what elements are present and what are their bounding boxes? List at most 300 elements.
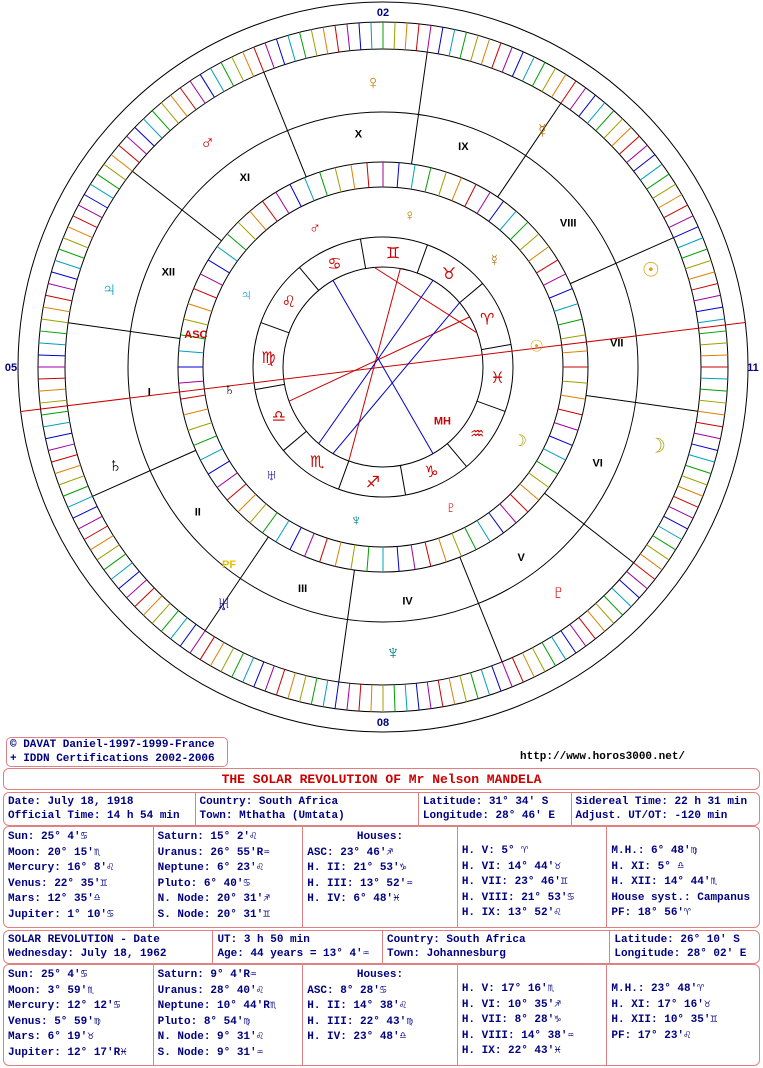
- revolution-house-6: H. VI: 10° 35'♐: [461, 998, 561, 1011]
- degree-tick: [587, 103, 604, 124]
- degree-tick: [694, 433, 720, 439]
- degree-tick: [532, 62, 545, 86]
- revolution-house-5: H. V: 17° 16'♏: [461, 983, 555, 995]
- house-numeral: III: [298, 582, 308, 595]
- degree-tick: [38, 355, 65, 356]
- degree-tick: [371, 22, 372, 49]
- natal-header-row: [3, 792, 760, 826]
- degree-tick: [492, 666, 501, 691]
- year-tick: [184, 319, 208, 325]
- natal-houses-heading: Houses:: [356, 831, 404, 843]
- house-numeral: IX: [458, 141, 469, 154]
- natal-house-9: H. IX: 13° 52'♌: [461, 907, 561, 919]
- degree-tick: [647, 174, 669, 189]
- natal-country: Country: South Africa: [199, 796, 339, 808]
- planet-glyph-outer: ♇: [550, 581, 566, 604]
- year-tick: [439, 538, 447, 562]
- degree-tick: [669, 216, 693, 228]
- degree-tick: [232, 653, 244, 677]
- revolution-house-4: H. IV: 23° 48'♎: [307, 1031, 407, 1043]
- revolution-house-8: H. VIII: 14° 38'♒: [461, 1029, 575, 1042]
- degree-tick: [460, 32, 467, 58]
- degree-tick: [161, 611, 178, 632]
- revolution-south-node: S. Node: 9° 31'♒: [157, 1046, 264, 1059]
- year-tick: [397, 163, 399, 188]
- revolution-neptune: Neptune: 10° 44'R♏: [157, 1000, 277, 1012]
- degree-tick: [39, 343, 66, 345]
- degree-tick: [143, 119, 162, 138]
- degree-tick: [682, 249, 707, 258]
- natal-house-2: H. II: 21° 53'♑: [307, 862, 407, 874]
- degree-tick: [135, 127, 154, 146]
- year-tick: [529, 247, 549, 262]
- year-tick: [290, 184, 301, 206]
- planet-glyph: ♆: [350, 512, 363, 530]
- degree-tick: [471, 35, 478, 61]
- planet-glyph: ☽: [512, 432, 528, 450]
- degree-tick: [323, 680, 328, 707]
- revolution-house-12: H. XII: 10° 35'♊: [611, 1014, 718, 1026]
- year-tick: [227, 234, 246, 250]
- degree-tick: [698, 319, 725, 323]
- revolution-latitude: Latitude: 26° 10' S: [614, 934, 740, 946]
- year-tick: [411, 545, 415, 570]
- year-tick: [452, 178, 462, 201]
- degree-tick: [39, 389, 66, 391]
- degree-tick: [701, 355, 728, 356]
- degree-tick: [522, 653, 534, 677]
- planet-glyph: ☉: [529, 338, 544, 356]
- degree-tick: [119, 571, 140, 588]
- degree-tick: [232, 57, 244, 81]
- degree-tick: [570, 624, 586, 646]
- degree-tick: [512, 658, 523, 683]
- year-tick: [263, 201, 278, 221]
- year-tick: [208, 260, 229, 273]
- degree-tick: [63, 486, 88, 496]
- degree-tick: [335, 682, 339, 709]
- year-tick: [558, 409, 582, 415]
- degree-tick: [90, 536, 113, 550]
- year-tick: [179, 351, 204, 353]
- year-tick: [276, 520, 289, 541]
- year-tick: [549, 436, 572, 446]
- degree-tick: [243, 658, 254, 683]
- degree-tick: [265, 666, 274, 691]
- degree-tick: [692, 444, 718, 451]
- degree-tick: [604, 596, 623, 615]
- planet-glyph-outer: ♀: [365, 72, 381, 95]
- degree-tick: [371, 685, 372, 712]
- degree-tick: [700, 343, 727, 345]
- degree-tick: [596, 603, 614, 623]
- year-tick: [477, 192, 490, 213]
- natal-part-of-fortune: PF: 18° 56'♈: [611, 907, 691, 919]
- zodiac-sign-glyph: ♋: [327, 255, 342, 273]
- year-tick: [188, 423, 212, 431]
- degree-tick: [46, 433, 72, 439]
- planet-glyph: ♀: [403, 207, 416, 225]
- year-tick: [562, 351, 587, 353]
- revolution-house-7: H. VII: 8° 28'♑: [461, 1014, 561, 1026]
- house-cusp-line: [205, 537, 268, 631]
- year-tick: [181, 395, 206, 399]
- copyright-line-1: © DAVAT Daniel-1997-1999-France: [10, 739, 215, 751]
- year-tick: [250, 504, 266, 523]
- degree-tick: [55, 260, 81, 268]
- degree-tick: [552, 74, 566, 97]
- degree-tick: [119, 145, 140, 162]
- house-numeral: XI: [239, 171, 251, 184]
- year-tick: [200, 274, 222, 285]
- planet-glyph-outer: ☉: [641, 259, 660, 282]
- degree-tick: [438, 27, 443, 54]
- degree-tick: [190, 631, 205, 653]
- degree-tick: [73, 506, 97, 518]
- degree-tick: [84, 526, 107, 540]
- degree-tick: [502, 47, 512, 72]
- degree-tick: [288, 35, 295, 61]
- degree-tick: [111, 155, 132, 172]
- degree-tick: [63, 238, 88, 248]
- natal-jupiter: Jupiter: 1° 10'♋: [8, 908, 114, 921]
- degree-tick: [587, 611, 604, 632]
- planet-glyph-outer: ♂: [200, 132, 216, 155]
- revolution-longitude: Longitude: 28° 02' E: [614, 948, 747, 960]
- revolution-house-3: H. III: 22° 43'♍: [307, 1015, 413, 1028]
- planet-glyph: ♇: [444, 499, 457, 517]
- year-tick: [367, 163, 369, 188]
- natal-uranus: Uranus: 26° 55'R♒: [157, 846, 270, 859]
- year-tick: [425, 542, 431, 566]
- degree-tick: [561, 81, 576, 103]
- year-tick: [561, 395, 586, 399]
- zodiac-sign-glyph: ♍: [261, 349, 276, 367]
- year-tick: [554, 423, 578, 431]
- year-tick: [276, 192, 289, 213]
- degree-tick: [55, 465, 81, 473]
- year-tick: [250, 211, 266, 230]
- degree-tick: [427, 25, 431, 52]
- planet-glyph: ♄: [223, 381, 236, 399]
- year-tick: [561, 335, 586, 339]
- degree-tick: [394, 685, 395, 712]
- house-cusp-line: [264, 72, 306, 177]
- revolution-positions-grid: [3, 964, 760, 1066]
- degree-tick: [347, 24, 350, 51]
- revolution-header-row: [3, 930, 760, 964]
- revolution-country: Country: South Africa: [386, 934, 526, 946]
- degree-tick: [542, 68, 556, 91]
- aspect-line: [319, 280, 433, 443]
- year-tick: [194, 289, 217, 299]
- revolution-mh: M.H.: 23° 48'♈: [611, 983, 704, 995]
- axis-label: MH: [433, 415, 452, 428]
- degree-tick: [612, 127, 631, 146]
- revolution-house-11: H. XI: 17° 16'♉: [611, 998, 711, 1011]
- planet-glyph-outer: ♅: [216, 593, 232, 616]
- degree-tick: [97, 545, 119, 560]
- sign-divider: [417, 245, 427, 273]
- degree-tick: [552, 637, 566, 660]
- natal-house-12: H. XII: 14° 44'♏: [611, 876, 718, 888]
- degree-tick: [221, 62, 234, 86]
- degree-tick: [634, 563, 655, 580]
- natal-col-1: [4, 827, 154, 927]
- natal-mercury: Mercury: 16° 8'♌: [8, 862, 114, 874]
- degree-tick: [522, 57, 534, 81]
- degree-tick: [627, 571, 648, 588]
- natal-house-11: H. XI: 5° ♎: [611, 860, 685, 873]
- degree-tick: [481, 39, 489, 65]
- aspect-line: [333, 280, 433, 453]
- sign-divider: [261, 323, 289, 333]
- degree-tick: [640, 164, 662, 180]
- revolution-col-1: [4, 965, 154, 1065]
- natal-official-time: Official Time: 14 h 54 min: [8, 810, 180, 822]
- natal-neptune: Neptune: 6° 23'♌: [157, 862, 264, 874]
- natal-mh: M.H.: 6° 48'♍: [611, 845, 698, 857]
- degree-tick: [698, 411, 725, 415]
- year-tick: [238, 222, 256, 240]
- revolution-sun: Sun: 25° 4'♋: [8, 969, 88, 981]
- degree-tick: [288, 673, 295, 699]
- axis-label: 11: [747, 362, 759, 374]
- year-tick: [188, 304, 212, 312]
- degree-tick: [664, 205, 688, 218]
- sign-divider: [447, 444, 466, 467]
- degree-tick: [570, 88, 586, 110]
- degree-tick: [689, 272, 715, 279]
- planet-glyph-outer: ♆: [385, 641, 401, 664]
- degree-tick: [78, 205, 102, 218]
- degree-tick: [254, 47, 264, 72]
- natal-house-8: H. VIII: 21° 53'♋: [461, 891, 575, 904]
- year-tick: [536, 461, 557, 474]
- degree-tick: [111, 563, 132, 580]
- year-tick: [351, 165, 355, 190]
- axis-label: PF: [222, 559, 237, 572]
- degree-tick: [152, 111, 170, 131]
- degree-tick: [161, 103, 178, 124]
- degree-tick: [59, 476, 84, 485]
- degree-tick: [40, 331, 67, 334]
- year-tick: [320, 172, 328, 196]
- degree-tick: [190, 81, 205, 103]
- degree-tick: [689, 455, 715, 462]
- year-tick: [305, 178, 315, 201]
- degree-tick: [171, 618, 188, 639]
- axis-label: 02: [376, 7, 390, 19]
- degree-tick: [43, 422, 70, 427]
- degree-tick: [48, 284, 74, 291]
- natal-pluto: Pluto: 6° 40'♋: [157, 877, 251, 890]
- house-numeral: VII: [609, 337, 624, 350]
- degree-tick: [449, 678, 455, 704]
- degree-tick: [90, 184, 113, 198]
- degree-tick: [143, 596, 162, 615]
- degree-tick: [276, 39, 284, 65]
- planet-glyph-outer: ☽: [647, 435, 666, 458]
- year-tick: [200, 449, 222, 460]
- natal-longitude: Longitude: 28° 46' E: [422, 810, 555, 822]
- year-tick: [477, 520, 490, 541]
- website-link[interactable]: http://www.horos3000.net/: [520, 751, 686, 763]
- degree-tick: [604, 119, 623, 138]
- revolution-col-5: [607, 965, 759, 1065]
- year-tick: [397, 546, 399, 571]
- copyright-box: [6, 737, 228, 767]
- year-tick: [489, 513, 504, 533]
- axis-label: ASC: [184, 329, 208, 342]
- degree-tick: [699, 400, 726, 403]
- natal-venus: Venus: 22° 35'♊: [8, 877, 108, 890]
- degree-tick: [678, 486, 703, 496]
- degree-tick: [416, 24, 419, 51]
- zodiac-sign-glyph: ♏: [309, 454, 325, 472]
- year-tick: [208, 461, 229, 474]
- natal-house-4: H. IV: 6° 48'♓: [307, 893, 400, 905]
- natal-house-3: H. III: 13° 52'♒: [307, 877, 413, 890]
- degree-tick: [532, 648, 545, 672]
- year-tick: [452, 533, 462, 556]
- degree-tick: [481, 669, 489, 695]
- sign-divider: [460, 283, 483, 302]
- natal-north-node: N. Node: 20° 31'♐: [157, 893, 270, 905]
- year-tick: [489, 201, 504, 221]
- year-tick: [335, 542, 341, 566]
- natal-asc: ASC: 23° 46'♐: [307, 846, 394, 859]
- degree-tick: [647, 545, 669, 560]
- year-tick: [536, 260, 557, 273]
- sign-divider: [400, 465, 405, 495]
- degree-tick: [300, 32, 307, 58]
- zodiac-sign-glyph: ♑: [424, 464, 439, 482]
- year-tick: [543, 274, 565, 285]
- revolution-house-9: H. IX: 22° 43'♓: [461, 1045, 561, 1057]
- year-tick: [179, 381, 204, 383]
- zodiac-sign-glyph: ♊: [385, 245, 401, 263]
- degree-tick: [347, 683, 350, 710]
- degree-tick: [84, 195, 107, 209]
- house-numeral: XII: [161, 266, 176, 279]
- revolution-part-of-fortune: PF: 17° 23'♌: [611, 1029, 691, 1042]
- degree-tick: [634, 155, 655, 172]
- degree-tick: [694, 295, 720, 301]
- degree-tick: [46, 295, 72, 301]
- degree-tick: [254, 662, 264, 687]
- year-tick: [305, 533, 315, 556]
- year-tick: [194, 436, 217, 446]
- degree-tick: [78, 516, 102, 529]
- planet-glyph: ♅: [265, 467, 278, 485]
- degree-tick: [685, 465, 711, 473]
- revolution-houses-heading: Houses:: [356, 969, 404, 981]
- degree-tick: [471, 673, 478, 699]
- degree-tick: [152, 603, 170, 623]
- revolution-jupiter: Jupiter: 12° 17'R♓: [8, 1046, 127, 1059]
- year-tick: [520, 484, 539, 500]
- year-tick: [184, 409, 208, 415]
- degree-tick: [200, 74, 214, 97]
- degree-tick: [211, 642, 225, 665]
- degree-tick: [265, 43, 274, 68]
- degree-tick: [40, 400, 67, 403]
- year-tick: [510, 222, 528, 240]
- degree-tick: [658, 526, 681, 540]
- degree-tick: [127, 580, 147, 598]
- zodiac-sign-glyph: ♉: [441, 265, 457, 283]
- degree-tick: [653, 184, 676, 198]
- revolution-pluto: Pluto: 8° 54'♍: [157, 1015, 251, 1028]
- natal-mars: Mars: 12° 35'♎: [8, 893, 101, 905]
- page-title: THE SOLAR REVOLUTION OF Mr Nelson MANDELA: [3, 768, 760, 790]
- year-tick: [465, 184, 476, 206]
- natal-sidereal-time: Sidereal Time: 22 h 31 min: [575, 796, 748, 808]
- natal-col-2: [154, 827, 304, 927]
- degree-tick: [460, 676, 467, 702]
- degree-tick: [359, 684, 361, 711]
- sign-divider: [299, 267, 318, 290]
- revolution-mars: Mars: 6° 19'♉: [8, 1031, 94, 1043]
- revolution-col-2: [154, 965, 304, 1065]
- revolution-date: Wednesday: July 18, 1962: [8, 948, 167, 960]
- degree-tick: [701, 378, 728, 379]
- natal-latitude: Latitude: 31° 34' S: [422, 796, 549, 808]
- degree-tick: [211, 68, 225, 91]
- year-tick: [510, 494, 528, 512]
- revolution-house-2: H. II: 14° 38'♌: [307, 1000, 407, 1012]
- natal-date: Date: July 18, 1918: [8, 796, 134, 808]
- degree-tick: [335, 25, 339, 52]
- degree-tick: [692, 284, 718, 291]
- year-tick: [543, 449, 565, 460]
- house-numeral: VI: [592, 457, 603, 470]
- degree-tick: [640, 554, 662, 570]
- degree-tick: [51, 272, 77, 279]
- degree-tick: [619, 136, 639, 154]
- house-numeral: I: [147, 386, 151, 399]
- sign-divider: [283, 431, 306, 450]
- year-tick: [367, 546, 369, 571]
- degree-tick: [243, 52, 254, 77]
- degree-tick: [619, 580, 639, 598]
- zodiac-sign-glyph: ♐: [365, 474, 381, 492]
- axis-label: 08: [376, 717, 390, 729]
- degree-tick: [427, 682, 431, 709]
- degree-tick: [699, 331, 726, 334]
- degree-tick: [669, 506, 693, 518]
- revolution-uranus: Uranus: 28° 40'♌: [157, 984, 264, 997]
- natal-col-5: [607, 827, 759, 927]
- revolution-venus: Venus: 5° 59'♍: [8, 1015, 101, 1028]
- copyright-line-2: + IDDN Certifications 2002-2006: [10, 753, 215, 765]
- planet-glyph-outer: ♄: [107, 454, 123, 477]
- degree-tick: [200, 637, 214, 660]
- revolution-asc: ASC: 8° 28'♋: [307, 984, 387, 997]
- revolution-col-4: [458, 965, 608, 1065]
- degree-tick: [43, 307, 70, 312]
- degree-tick: [73, 216, 97, 228]
- house-cusp-line: [68, 323, 180, 339]
- planet-glyph: ☿: [488, 252, 501, 270]
- revolution-town: Town: Johannesburg: [386, 948, 506, 960]
- degree-tick: [104, 554, 126, 570]
- planet-glyph: ♃: [240, 287, 253, 305]
- planet-glyph-outer: ♃: [101, 278, 117, 301]
- house-numeral: II: [194, 506, 201, 519]
- revolution-saturn: Saturn: 9° 4'R♒: [157, 969, 257, 981]
